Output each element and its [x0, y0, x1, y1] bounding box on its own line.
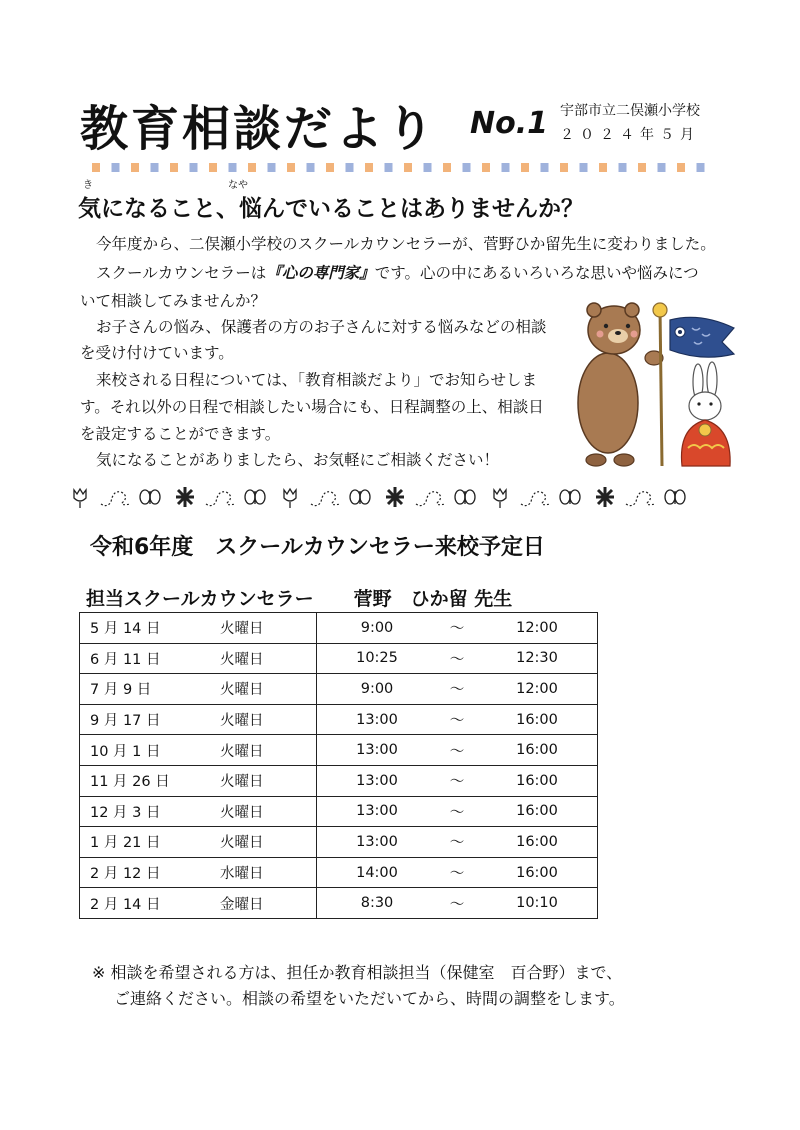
contact-note-line2: ご連絡ください。相談の希望をいただいてから、時間の調整をします。	[114, 989, 625, 1008]
intro-line: 今年度から、二俣瀬小学校のスクールカウンセラーが、菅野ひか留先生に変わりました。	[96, 235, 716, 253]
intro-line: を受け付けています。	[80, 344, 234, 362]
divider-dot	[638, 163, 646, 172]
divider-dot	[404, 163, 412, 172]
butterfly-icon	[350, 490, 370, 504]
intro-heading: 気になること、悩んでいることはありませんか？	[78, 196, 584, 222]
end-time: 16:00	[477, 735, 598, 766]
visit-date: 2 月 12 日	[80, 857, 221, 888]
divider-dot	[385, 163, 393, 172]
divider-dot	[112, 163, 120, 172]
divider-dot	[599, 163, 607, 172]
start-time: 8:30	[317, 888, 438, 919]
visit-date: 9 月 17 日	[80, 704, 221, 735]
divider-dot	[502, 163, 510, 172]
flower-icon	[176, 487, 194, 507]
emphasis-text: 『心の専門家』	[266, 264, 375, 282]
start-time: 13:00	[317, 765, 438, 796]
divider-dot	[658, 163, 666, 172]
vine-loop-icon	[101, 492, 131, 506]
divider-dot	[521, 163, 529, 172]
vine-loop-icon	[626, 492, 656, 506]
visit-date: 2 月 14 日	[80, 888, 221, 919]
schedule-table	[79, 612, 598, 919]
visit-weekday: 火曜日	[220, 674, 317, 705]
butterfly-icon	[455, 490, 475, 504]
start-time: 14:00	[317, 857, 438, 888]
table-row	[80, 704, 598, 735]
time-separator: ～	[437, 827, 477, 858]
ruby-ki: き	[83, 180, 93, 191]
butterfly-icon	[140, 490, 160, 504]
divider-dot	[151, 163, 159, 172]
butterfly-icon	[245, 490, 265, 504]
visit-date: 10 月 1 日	[80, 735, 221, 766]
schedule-title: 令和6年度 スクールカウンセラー来校予定日	[90, 535, 545, 560]
intro-line: を設定することができます。	[80, 425, 281, 443]
visit-date: 6 月 11 日	[80, 643, 221, 674]
butterfly-icon	[665, 490, 685, 504]
time-separator: ～	[437, 888, 477, 919]
school-name: 宇部市立二俣瀬小学校	[560, 103, 700, 119]
counselor-name: 菅野 ひか留 先生	[353, 588, 513, 610]
time-separator: ～	[437, 796, 477, 827]
table-row	[80, 613, 598, 644]
end-time: 12:00	[477, 674, 598, 705]
divider-dot	[619, 163, 627, 172]
time-separator: ～	[437, 857, 477, 888]
divider-dot	[131, 163, 139, 172]
time-separator: ～	[437, 643, 477, 674]
end-time: 10:10	[477, 888, 598, 919]
divider-dot	[443, 163, 451, 172]
end-time: 16:00	[477, 704, 598, 735]
table-row	[80, 674, 598, 705]
divider-dot	[287, 163, 295, 172]
divider-dot	[346, 163, 354, 172]
start-time: 13:00	[317, 735, 438, 766]
end-time: 16:00	[477, 827, 598, 858]
bear-rabbit-illustration	[574, 298, 738, 470]
visit-weekday: 火曜日	[220, 643, 317, 674]
divider-dot	[365, 163, 373, 172]
visit-date: 5 月 14 日	[80, 613, 221, 644]
dotted-divider	[92, 162, 712, 174]
start-time: 10:25	[317, 643, 438, 674]
carp-streamer-icon	[670, 317, 734, 357]
divider-dot	[326, 163, 334, 172]
visit-weekday: 火曜日	[220, 704, 317, 735]
vine-loop-icon	[416, 492, 446, 506]
end-time: 16:00	[477, 765, 598, 796]
start-time: 13:00	[317, 704, 438, 735]
table-row	[80, 827, 598, 858]
time-separator: ～	[437, 735, 477, 766]
time-separator: ～	[437, 765, 477, 796]
divider-dot	[92, 163, 100, 172]
table-row	[80, 888, 598, 919]
divider-dot	[248, 163, 256, 172]
divider-dot	[307, 163, 315, 172]
start-time: 13:00	[317, 827, 438, 858]
table-row	[80, 796, 598, 827]
end-time: 16:00	[477, 796, 598, 827]
intro-text: です。心の中にあるいろいろな思いや悩みにつ	[374, 264, 699, 282]
visit-date: 11 月 26 日	[80, 765, 221, 796]
intro-line: 気になることがありましたら、お気軽にご相談ください！	[96, 451, 500, 469]
table-row	[80, 643, 598, 674]
issue-number: No.1	[470, 106, 548, 141]
time-separator: ～	[437, 674, 477, 705]
divider-dot	[229, 163, 237, 172]
flower-icon	[386, 487, 404, 507]
visit-date: 12 月 3 日	[80, 796, 221, 827]
divider-dot	[541, 163, 549, 172]
start-time: 13:00	[317, 796, 438, 827]
start-time: 9:00	[317, 613, 438, 644]
visit-weekday: 火曜日	[220, 613, 317, 644]
divider-dot	[170, 163, 178, 172]
divider-dot	[463, 163, 471, 172]
visit-date: 7 月 9 日	[80, 674, 221, 705]
ruby-naya: なや	[228, 180, 248, 191]
vine-loop-icon	[311, 492, 341, 506]
table-row	[80, 735, 598, 766]
divider-dot	[482, 163, 490, 172]
tulip-icon	[494, 489, 506, 508]
visit-date: 1 月 21 日	[80, 827, 221, 858]
end-time: 12:00	[477, 613, 598, 644]
intro-line: す。それ以外の日程で相談したい場合にも、日程調整の上、相談日	[80, 398, 544, 416]
end-time: 12:30	[477, 643, 598, 674]
tulip-icon	[284, 489, 296, 508]
divider-dot	[424, 163, 432, 172]
divider-dot	[209, 163, 217, 172]
intro-text: スクールカウンセラーは	[96, 264, 267, 282]
tulip-icon	[74, 489, 86, 508]
divider-dot	[697, 163, 705, 172]
time-separator: ～	[437, 613, 477, 644]
divider-dot	[190, 163, 198, 172]
divider-dot	[677, 163, 685, 172]
table-row	[80, 857, 598, 888]
issue-date: ２０２４年５月	[560, 127, 700, 143]
intro-line: お子さんの悩み、保護者の方のお子さんに対する悩みなどの相談	[96, 318, 547, 336]
intro-line	[96, 259, 699, 288]
visit-weekday: 火曜日	[220, 735, 317, 766]
divider-dot	[268, 163, 276, 172]
end-time: 16:00	[477, 857, 598, 888]
intro-line: 来校される日程については、「教育相談だより」でお知らせしま	[96, 371, 537, 389]
rabbit-icon	[681, 362, 730, 466]
visit-weekday: 火曜日	[220, 796, 317, 827]
visit-weekday: 金曜日	[220, 888, 317, 919]
butterfly-icon	[560, 490, 580, 504]
contact-note-line1: ※ 相談を希望される方は、担任か教育相談担当（保健室 百合野）まで、	[92, 963, 623, 982]
start-time: 9:00	[317, 674, 438, 705]
flower-border-decoration	[72, 482, 712, 512]
newsletter-title: 教育相談だより	[80, 101, 438, 157]
vine-loop-icon	[206, 492, 236, 506]
counselor-label: 担当スクールカウンセラー	[86, 588, 314, 610]
flower-icon	[596, 487, 614, 507]
table-row	[80, 765, 598, 796]
bear-icon	[578, 303, 663, 466]
divider-dot	[560, 163, 568, 172]
vine-loop-icon	[521, 492, 551, 506]
intro-line: いて相談してみませんか？	[80, 292, 267, 310]
visit-weekday: 水曜日	[220, 857, 317, 888]
divider-dot	[580, 163, 588, 172]
counselor-line	[86, 584, 512, 611]
time-separator: ～	[437, 704, 477, 735]
visit-weekday: 火曜日	[220, 765, 317, 796]
visit-weekday: 火曜日	[220, 827, 317, 858]
